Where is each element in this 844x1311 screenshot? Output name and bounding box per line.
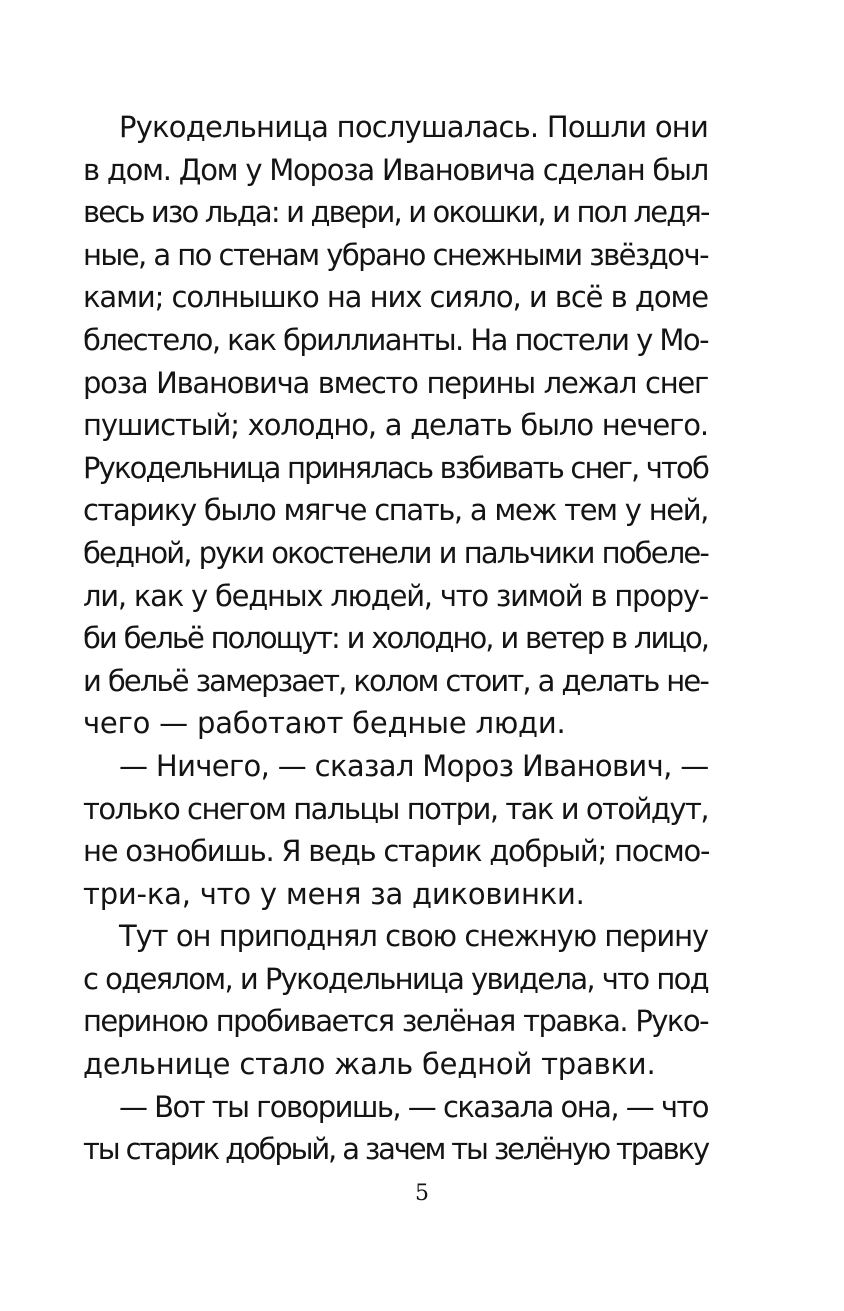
text-line: би бельё полощут: и холодно, и ветер в лицо, bbox=[83, 621, 708, 656]
text-line: весь изо льда: и двери, и окошки, и пол ледя- bbox=[83, 195, 709, 230]
text-line: роза Ивановича вместо перины лежал снег bbox=[83, 365, 708, 400]
text-line: блестело, как бриллианты. На постели у Мо- bbox=[83, 322, 708, 357]
text-line: ные, а по стенам убрано снежными звёздоч- bbox=[83, 237, 708, 272]
text-line: — Вот ты говоришь, — сказала она, — что bbox=[119, 1089, 708, 1124]
text-line: только снегом пальцы потри, так и отойдут, bbox=[83, 791, 708, 826]
text-line: и бельё замерзает, колом стоит, а делать не- bbox=[83, 663, 708, 698]
text-line: в дом. Дом у Мороза Ивановича сделан был bbox=[83, 152, 708, 187]
text-line: дельнице стало жаль бедной травки. bbox=[83, 1047, 656, 1082]
text-line: с одеялом, и Рукодельница увидела, что под bbox=[83, 961, 708, 996]
page-number: 5 bbox=[415, 1181, 429, 1206]
text-line: Рукодельница принялась взбивать снег, чтоб bbox=[83, 450, 708, 485]
text-line: чего — работают бедные люди. bbox=[83, 706, 566, 741]
text-line: Рукодельница послушалась. Пошли они bbox=[119, 110, 708, 144]
text-line: периною пробивается зелёная травка. Руко- bbox=[83, 1004, 708, 1039]
text-line: Тут он приподнял свою снежную перину bbox=[119, 919, 708, 954]
text-line: ты старик добрый, а зачем ты зелёную травку bbox=[83, 1132, 708, 1167]
text-line: пушистый; холодно, а делать было нечего. bbox=[83, 408, 708, 443]
text-line: не ознобишь. Я ведь старик добрый; посмо- bbox=[83, 834, 710, 869]
body-text bbox=[83, 106, 708, 1171]
text-line: — Ничего, — сказал Мороз Иванович, — bbox=[119, 748, 709, 783]
text-line: три-ка, что у меня за диковинки. bbox=[83, 876, 585, 911]
text-line: старику было мягче спать, а меж тем у ней, bbox=[83, 493, 708, 528]
text-line: ками; солнышко на них сияло, и всё в доме bbox=[83, 280, 708, 315]
text-line: бедной, руки окостенели и пальчики побеле- bbox=[83, 535, 708, 570]
text-line: ли, как у бедных людей, что зимой в прору- bbox=[83, 578, 708, 613]
